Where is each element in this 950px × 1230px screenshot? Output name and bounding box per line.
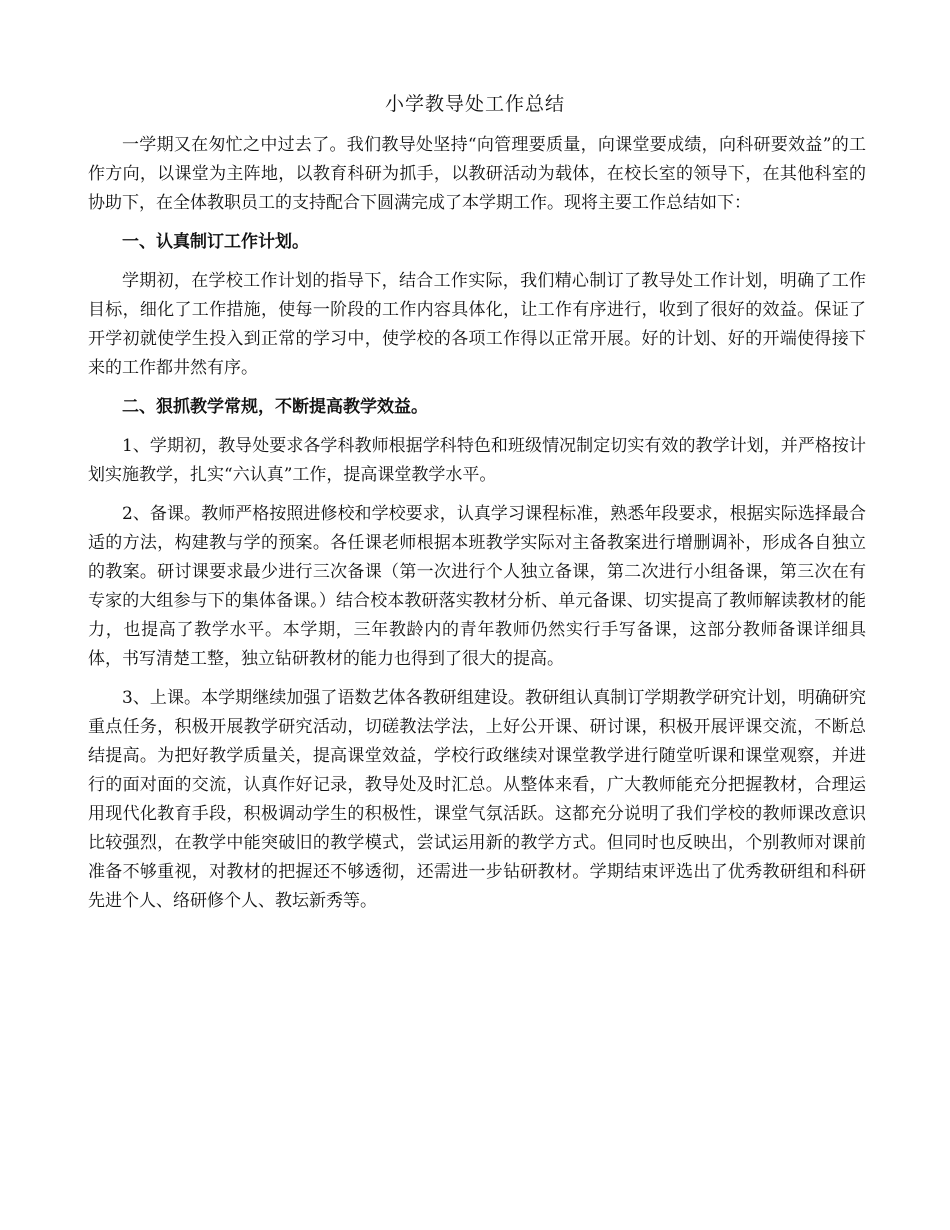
document-body xyxy=(88,131,866,916)
section-heading-2: 二、狠抓教学常规，不断提高教学效益。 xyxy=(122,397,428,417)
item-3-paragraph: 3、上课。本学期继续加强了语数艺体各教研组建设。教研组认真制订学期教学研究计划，明确研究重点任务，积极开展教学研究活动，切磋教法学法，上好公开课、研讨课，积极开展评课交流，不断总结提高。为把好教学质量关，提高课堂效益，学校行政继续对课堂教学进行随堂听课和课堂观察，并进行的面对面的交流，认真作好记录，教导处及时汇总。从整体来看，广大教师能充分把握教材，合理运用现代化教育手段，积极调动学生的积极性，课堂气氛活跃。这都充分说明了我们学校的教师课改意识比较强烈，在教学中能突破旧的教学模式，尝试运用新的教学方式。但同时也反映出，个别教师对课前准备不够重视，对教材的把握还不够透彻，还需进一步钻研教材。学期结束评选出了优秀教研组和科研先进个人、络研修个人、教坛新秀等。 xyxy=(88,688,866,911)
document-title: 小学教导处工作总结 xyxy=(384,93,565,115)
section-heading-1: 一、认真制订工作计划。 xyxy=(122,232,309,252)
item-1-paragraph: 1、学期初，教导处要求各学科教师根据学科特色和班级情况制定切实有效的教学计划，并严格按计划实施教学，扎实“六认真”工作，提高课堂教学水平。 xyxy=(88,436,866,485)
section-1-paragraph: 学期初，在学校工作计划的指导下，结合工作实际，我们精心制订了教导处工作计划，明确了工作目标，细化了工作措施，使每一阶段的工作内容具体化，让工作有序进行，收到了很好的效益。保证了开学初就使学生投入到正常的学习中，使学校的各项工作得以正常开展。好的计划、好的开端使得接下来的工作都井然有序。 xyxy=(88,271,866,378)
item-2-paragraph: 2、备课。教师严格按照进修校和学校要求，认真学习课程标准，熟悉年段要求，根据实际选择最合适的方法，构建教与学的预案。各任课老师根据本班教学实际对主备教案进行增删调补，形成各自独立的教案。研讨课要求最少进行三次备课（第一次进行个人独立备课，第二次进行小组备课，第三次在有专家的大组参与下的集体备课。）结合校本教研落实教材分析、单元备课、切实提高了教师解读教材的能力，也提高了教学水平。本学期，三年教龄内的青年教师仍然实行手写备课，这部分教师备课详细具体，书写清楚工整，独立钻研教材的能力也得到了很大的提高。 xyxy=(88,504,866,669)
intro-paragraph: 一学期又在匆忙之中过去了。我们教导处坚持“向管理要质量，向课堂要成绩，向科研要效益”的工作方向，以课堂为主阵地，以教育科研为抓手，以教研活动为载体，在校长室的领导下，在其他科室的协助下，在全体教职员工的支持配合下圆满完成了本学期工作。现将主要工作总结如下： xyxy=(88,135,866,213)
